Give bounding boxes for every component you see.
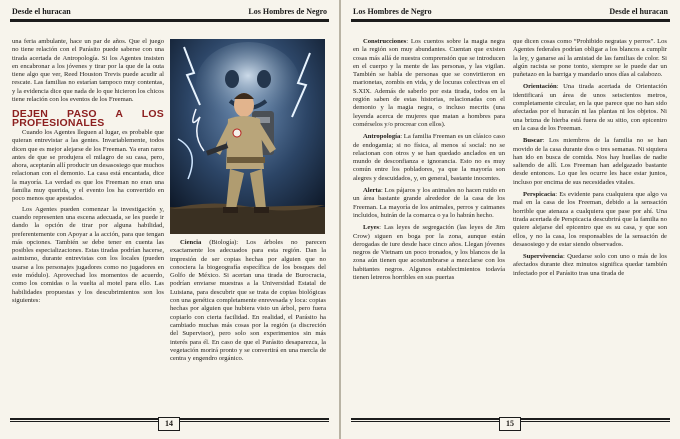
alerta-paragraph [353, 187, 505, 220]
left-paragraph-2: Los Agentes pueden comenzar la investigación y, cuando representen una escena adecuada, se les puede ir dando la opción de tirar por alguna habilidad, preferentemente con Apoyar a la acción, para que tengan más opciones. También se debe tener en cuenta las posibles especializaciones. Estas tiradas podrían hacerse, asimismo, durante entrevistas con los locales (pueden usarse a los personajes jugadores como no jugadores en este módulo). Aprovechad los momentos de acuerdo, como los comidas o la vuelta al motel para ello. Las habilidades propuestas y los descubrimientos son los siguientes: [12, 205, 164, 304]
left-paragraph-1: Cuando los Agentes lleguen al lugar, es probable que quieran entrevistar a las gentes. Invariablemente, todos dicen que es mejor alejarse de los Freeman. Ya eran raros antes de que se produjera el milagro de su casa, pero, ahora, aceptarán allí producir un desasosiego que muchos relacionan con el demonio. La casa está encantada, dice la mayoría. La verdad es que los Freeman no eran una familia muy querida, y el evento los ha convertido en poco menos que apestados. [12, 128, 164, 203]
construcciones-lead: Construcciones [363, 38, 407, 45]
right-header-right-title: Desde el huracan [609, 7, 668, 16]
antropologia-lead: Antropología [363, 133, 401, 141]
right-page-header [351, 5, 670, 19]
supervivencia-paragraph [513, 253, 667, 278]
ciencia-text: (Biología): Los árboles no parecen exactamente los adecuados para esta región. Dan la impresión de ser copias hechas por alguien que no conociera la biogeografía específica de los bosques del Golfo de México. Si acertan una tirada de Burocracia, podrían enviarse muestras a la Universidad Estatal de Luisiana, para descubrir que se trata de copias biológicas con una genética completamente enrevesada y loca: copias hechas por alguien que hubiera visto un árbol, pero fuera copiarlo con cierta facilidad. En realidad, el Parásito ha cambiado muchas más cosas por la región (a discreción del Supervisor), pero solo son experimentos sin más interés para él. En caso de que el Parásito desaparezca, la vegetación morirá pronto y se convertirá en una mercla de centra y engendro orgánico. [170, 239, 326, 363]
leyes-lead: Leyes [363, 224, 380, 232]
buscar-paragraph [513, 137, 667, 187]
orientacion-lead: Orientación [523, 83, 557, 91]
perspicacia-text: : Es evidente para cualquiera que algo va mal en la casa de los Freeman, debido a la sensación horrible que atenaza a cualquiera que pase por ahí. Una tirada acertada de Perspicacia descubrirá que la familia no quiere alejarse del epicentro que es su casa, y que son ellos, y no la casa, los responsables de la sensación de desasosiego y de estar siendo observados. [513, 191, 667, 248]
leyes-text: : Las leyes de segregación (las leyes de Jim Crow) siguen en boga por la zona, aunque están derogadas de iure desde hace cinco años. Llegan jóvenes negros de Vietnam un poco tronados, y los blancos de la zona aún tienen que acostumbrarse a mezclarse con los habitantes negros. Algunos establecimientos todavía tienen letreros horribles en sus puertas [353, 224, 505, 282]
right-header-rule [351, 19, 670, 22]
right-text-column-1 [353, 38, 505, 284]
left-header-rule [10, 19, 329, 22]
right-page-number: 15 [499, 417, 521, 431]
left-page [0, 0, 339, 439]
left-page-header [10, 5, 329, 19]
orientacion-paragraph [513, 83, 667, 133]
left-intro-paragraph: una feria ambulante, hace un par de años. Que el juego no tiene relación con el Parásito puede saberse con una tirada acertada de Antropología. Si los Agentes insisten en encabronar a los jóvenes y tirar por la que de la outa tiene algo que ver, Reed Houston Trevis puede acudir al rescate. Las familias no estarían tampoco muy contentas, y la evidencia dice que nada de lo que hicieron los chicos tiene relación con los eventos de los Freeman. [12, 38, 164, 104]
perspicacia-lead: Perspicacia [523, 191, 556, 199]
construcciones-paragraph [353, 38, 505, 129]
right-text-column-2 [513, 38, 667, 280]
ciencia-lead: Ciencia [180, 239, 202, 246]
left-text-column [12, 38, 164, 307]
construcciones-text: : Los cuentos sobre la magia negra en la región son muy abundantes. Cuentan que existen cosas más allá de nuestra comprensión que se introducen en el cuerpo y la mente de las personas, y las vigilan. También se habla de personas que se convirtieron en marionetas, zombis en vida, y de locuras colectivas en el S.XIX. Además de saberlo por esta tirada, todos en la región saben de estas historias, relacionadas con el demonio y la magia negra, o incluso mecrits (una leyenda acerca de mujeres que matan a hombres para comérselos y/o procrear con ellos). [353, 38, 505, 128]
ghostbuster-illustration [170, 39, 325, 234]
orientacion-text: : Una tirada acertada de Orientación identificará un área de unos seiscientos metros, completamente circular, en la que parece que no han sido afectadas por el huracán ni las plantas ni los objetos. Ni una brizna de hierba está fuera de su sitio, con epicentro en la casa de los Freeman. [513, 83, 667, 132]
alerta-text: : Los pájaros y los animales no hacen ruido en un área bastante grande alrededor de la casa de los Freeman. La mayoría de los animales, perros y caimanes incluidos, huirán de la comarca o ya lo habrán hecho. [353, 187, 505, 219]
right-header-left-title: Los Hombres de Negro [353, 7, 432, 16]
perspicacia-paragraph [513, 191, 667, 249]
supervivencia-text: : Quedarse solo con uno o más de los afectados durante diez minutos significa quedar también infectado por el Parásito tras una tirada de [513, 253, 667, 277]
antropologia-paragraph [353, 133, 505, 183]
buscar-lead: Buscar [523, 137, 543, 145]
ghostbuster-illustration-art [170, 39, 325, 234]
leyes-paragraph [353, 224, 505, 282]
left-header-right-title: Los Hombres de Negro [248, 7, 327, 16]
buscar-text: : Los miembros de la familia no se han movido de la casa durante dos o tres semanas. Ni siquiera han ido en busca de comida. Nos hay huellas de nadie saliendo de allí. Los Freeman han adelgazado bastante desde entonces. Lo que les ocurre les hace estar juntos, incluso por encima de sus necesidades vitales. [513, 137, 667, 186]
section-heading: DEJEN PASO A LOS PROFESIONALES [12, 108, 164, 129]
alerta-lead: Alerta [363, 187, 381, 195]
right-page [341, 0, 680, 439]
left-header-left-title: Desde el huracan [12, 7, 71, 16]
antropologia-text: : La familia Freeman es un clásico caso de endogamia; si no física, al menos sí social: no se relacionan con otros y se han quedado anclados en un mundo de desconfianza e ignorancia. Esto no es muy común entre los pobladores, ya que la mayoría son alegres y descuidados, y, en general, bastante inocentes. [353, 133, 505, 182]
supervivencia-lead: Supervivencia [523, 253, 563, 261]
leyes-continued-paragraph [513, 38, 667, 79]
leyes-continued-text: que dicen cosas como “Prohibido negratas y perros”. Los Agentes federales podrían obligar a los blancos a cumplir la ley, y ganarse así la amistad de las familias de color. Si algún racista se pone tonto, siempre se le puede dar un puñetazo en la barriga y mandarlo unos días al calabozo. [513, 38, 667, 79]
left-page-number: 14 [158, 417, 180, 431]
ciencia-paragraph [170, 239, 326, 363]
